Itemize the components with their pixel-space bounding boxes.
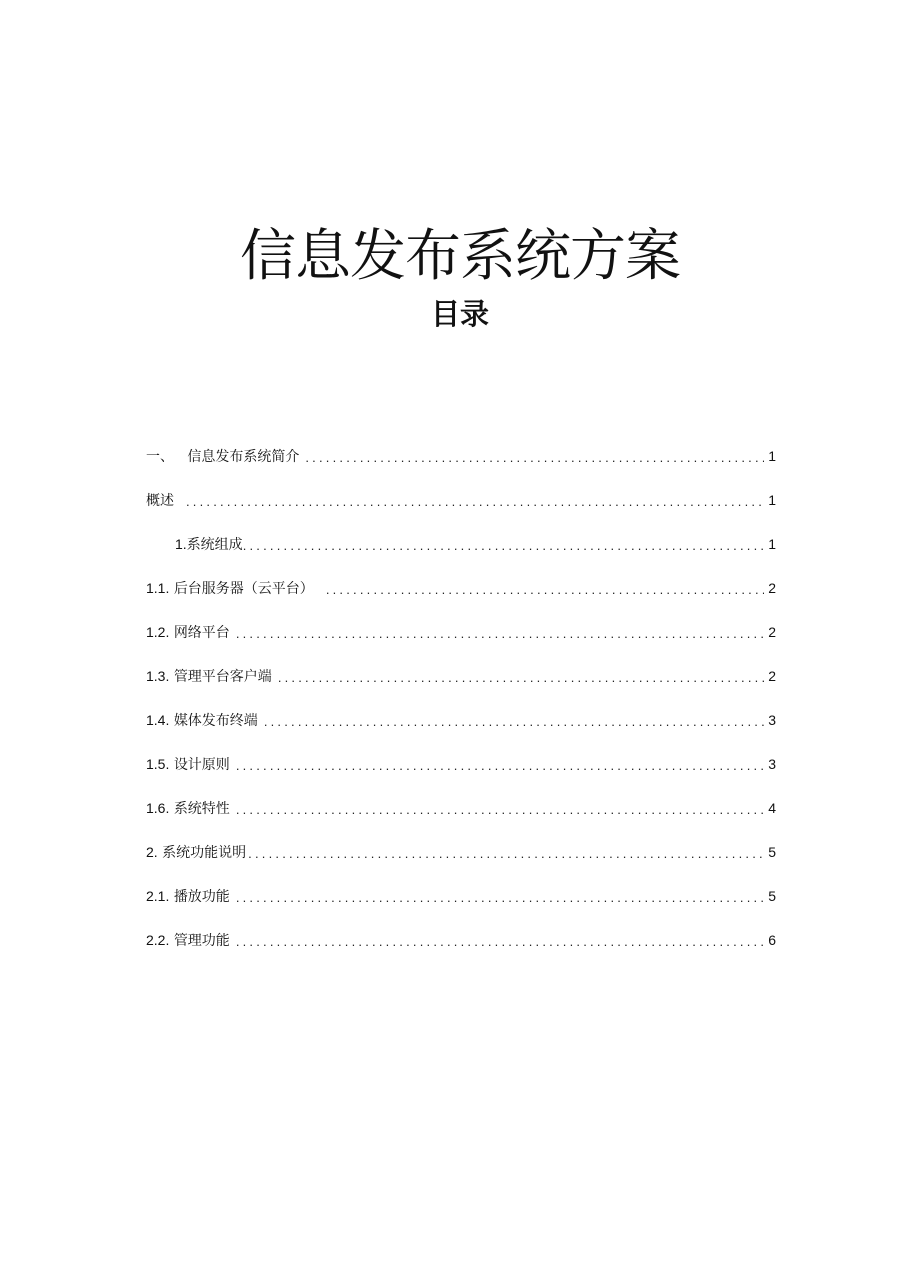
toc-entry[interactable] [146,742,776,786]
toc-entry-text: 管理平台客户端 [173,669,272,685]
document-title: 信息发布系统方案 [240,224,680,289]
toc-entry[interactable] [146,434,776,478]
toc-entry-label [146,666,272,686]
toc-entry[interactable] [146,610,776,654]
toc-entry-number: 2. [146,844,158,860]
toc-entry-label [146,446,299,466]
toc-entry-text: 网络平台 [173,625,230,641]
toc-entry-label [146,842,246,862]
toc-dot-leader [236,626,764,641]
toc-dot-leader [236,934,764,949]
toc-page-number: 3 [768,756,776,772]
toc-entry[interactable] [146,918,776,962]
toc-entry-label [146,490,174,510]
toc-entry[interactable] [146,566,776,610]
toc-entry-text: 系统组成 [186,537,243,553]
toc-entry[interactable] [146,522,776,566]
toc-dot-leader [186,494,764,509]
toc-page-number: 2 [768,580,776,596]
toc-entry-number: 2.1. [146,888,170,904]
toc-dot-leader [278,670,764,685]
toc-entry-text: 系统特性 [173,801,230,817]
toc-page-number: 1 [768,492,776,508]
toc-entry-label [146,798,230,818]
toc-heading: 目录 [430,297,489,331]
toc-dot-leader [326,582,764,597]
toc-entry-number: 1.1. [146,580,170,596]
toc-entry-text: 媒体发布终端 [173,713,258,729]
toc-entry-number: 一、 [146,448,174,464]
toc-page-number: 4 [768,800,776,816]
toc-page-number: 3 [768,712,776,728]
toc-entry-number: 1.6. [146,800,170,816]
toc-entry-text: 管理功能 [173,933,230,949]
toc-page-number: 5 [768,844,776,860]
toc-entry[interactable] [146,830,776,874]
toc-page-number: 1 [768,448,776,464]
toc-entry[interactable] [146,786,776,830]
table-of-contents [146,434,776,962]
toc-page-number: 2 [768,668,776,684]
toc-entry-label [146,710,258,730]
toc-dot-leader [248,846,764,861]
toc-dot-leader [236,802,764,817]
toc-entry-text: 播放功能 [173,889,230,905]
toc-entry-number: 1.5. [146,756,170,772]
toc-entry[interactable] [146,698,776,742]
toc-page-number: 5 [768,888,776,904]
toc-page-number: 6 [768,932,776,948]
toc-entry-label [146,754,230,774]
toc-entry-number: 1. [175,536,187,552]
toc-entry-text: 后台服务器（云平台） [173,581,314,597]
toc-entry-number: 2.2. [146,932,170,948]
toc-entry[interactable] [146,654,776,698]
toc-entry-label [146,622,230,642]
toc-entry-label [146,886,230,906]
toc-entry[interactable] [146,874,776,918]
toc-dot-leader [243,538,764,553]
toc-dot-leader [264,714,764,729]
toc-entry-text: 设计原则 [173,757,230,773]
toc-entry-label [146,578,314,598]
toc-entry-label [175,534,243,554]
toc-entry-text: 系统功能说明 [162,845,247,861]
toc-entry-number: 1.4. [146,712,170,728]
toc-entry-label [146,930,230,950]
toc-entry[interactable] [146,478,776,522]
toc-entry-number: 1.2. [146,624,170,640]
toc-dot-leader [305,450,764,465]
toc-entry-text: 概述 [146,493,174,509]
toc-entry-text: 信息发布系统简介 [187,449,300,465]
toc-entry-number: 1.3. [146,668,170,684]
toc-page-number: 2 [768,624,776,640]
toc-page-number: 1 [768,536,776,552]
toc-dot-leader [236,758,764,773]
toc-dot-leader [236,890,764,905]
